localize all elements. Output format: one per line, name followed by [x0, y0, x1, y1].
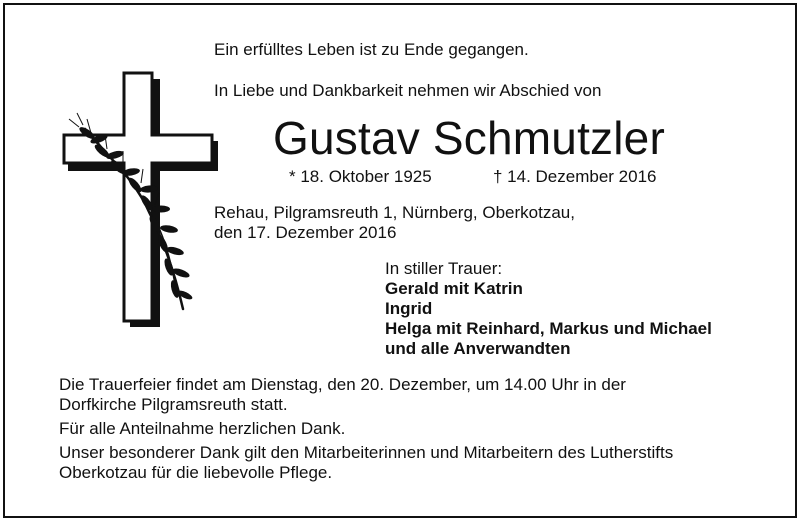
special-thanks-line-1: Unser besonderer Dank gilt den Mitarbeiterinnen und Mitarbeitern des Lutherstifts — [59, 443, 674, 462]
special-thanks-line-2: Oberkotzau für die liebevolle Pflege. — [59, 463, 333, 482]
mourner-name: Helga mit Reinhard, Markus und Michael — [385, 319, 712, 338]
deceased-name: Gustav Schmutzler — [273, 112, 665, 164]
mourner-name: Ingrid — [385, 299, 433, 318]
mourners-heading: In stiller Trauer: — [385, 259, 503, 278]
service-line-2: Dorfkirche Pilgramsreuth statt. — [59, 395, 288, 414]
death-date: † 14. Dezember 2016 — [493, 167, 657, 186]
intro-line-1: Ein erfülltes Leben ist zu Ende gegangen. — [214, 40, 529, 59]
thanks-line: Für alle Anteilnahme herzlichen Dank. — [59, 419, 346, 438]
mourner-name: und alle Anverwandten — [385, 339, 571, 358]
place-line: Rehau, Pilgramsreuth 1, Nürnberg, Oberkotzau, — [214, 203, 575, 222]
cross-with-wheat-icon — [55, 69, 225, 334]
intro-line-2: In Liebe und Dankbarkeit nehmen wir Abschied von — [214, 81, 602, 100]
date-line: den 17. Dezember 2016 — [214, 223, 397, 242]
service-line-1: Die Trauerfeier findet am Dienstag, den 20. Dezember, um 14.00 Uhr in der — [59, 375, 626, 394]
mourner-name: Gerald mit Katrin — [385, 279, 523, 298]
birth-date: * 18. Oktober 1925 — [289, 167, 432, 186]
obituary-notice — [3, 3, 797, 518]
